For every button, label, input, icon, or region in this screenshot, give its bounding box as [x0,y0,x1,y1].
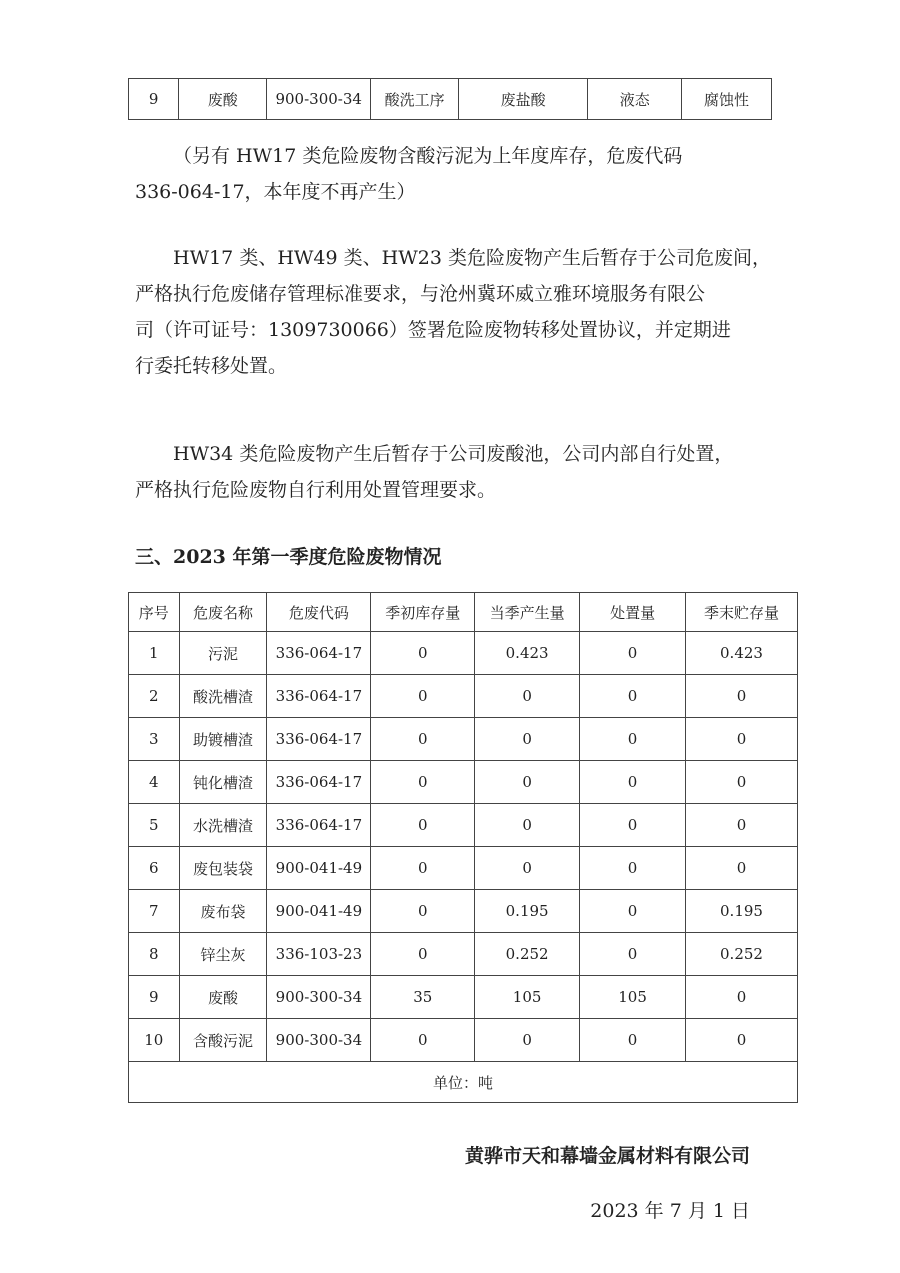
table-cell: 105 [580,976,686,1019]
table-cell: 0 [371,761,475,804]
note-paragraph [135,138,775,210]
table-cell: 0 [475,1019,580,1062]
text-line: 严格执行危废储存管理标准要求，与沧州冀环威立雅环境服务有限公 [135,283,706,305]
unit-note: 单位：吨 [129,1062,798,1103]
table-cell: 0 [475,804,580,847]
storage-paragraph [135,240,775,384]
table-cell: 3 [129,718,180,761]
table-cell: 0 [685,976,797,1019]
table-cell: 900-041-49 [267,890,371,933]
table-cell: 900-041-49 [267,847,371,890]
table-cell: 0 [475,718,580,761]
table-cell: 0 [371,675,475,718]
table-cell: 0 [685,1019,797,1062]
column-header: 序号 [129,593,180,632]
section-heading: 三、2023 年第一季度危险废物情况 [135,546,442,568]
table-cell: 0 [685,675,797,718]
table-cell: 4 [129,761,180,804]
table-cell: 腐蚀性 [682,79,772,120]
table-cell: 废包装袋 [179,847,267,890]
table-cell: 0 [580,675,686,718]
column-header: 季末贮存量 [685,593,797,632]
table-cell: 336-064-17 [267,804,371,847]
table-cell: 0 [580,804,686,847]
table-row [129,675,798,718]
table-cell: 污泥 [179,632,267,675]
table-cell: 336-064-17 [267,718,371,761]
text-line: 司（许可证号：1309730066）签署危险废物转移处置协议，并定期进 [135,319,731,341]
text-line: （另有 HW17 类危险废物含酸污泥为上年度库存，危废代码 [173,145,683,167]
table-cell: 9 [129,79,179,120]
table-header-row [129,593,798,632]
table-cell: 酸洗工序 [371,79,459,120]
table-row [129,976,798,1019]
table-cell: 钝化槽渣 [179,761,267,804]
table-cell: 900-300-34 [267,976,371,1019]
table-cell: 水洗槽渣 [179,804,267,847]
table-cell: 锌尘灰 [179,933,267,976]
company-name: 黄骅市天和幕墙金属材料有限公司 [464,1145,750,1167]
table-cell: 0 [475,847,580,890]
document-date: 2023 年 7 月 1 日 [590,1200,750,1222]
column-header: 危废代码 [267,593,371,632]
waste-type-table-continued [128,78,772,120]
table-row [129,1019,798,1062]
table-cell: 336-064-17 [267,675,371,718]
table-cell: 9 [129,976,180,1019]
text-line: 336-064-17，本年度不再产生） [135,181,416,203]
table-cell: 10 [129,1019,180,1062]
table-cell: 0.423 [475,632,580,675]
table-cell: 助镀槽渣 [179,718,267,761]
table-cell: 1 [129,632,180,675]
table-cell: 35 [371,976,475,1019]
table-cell: 336-103-23 [267,933,371,976]
table-cell: 0 [475,761,580,804]
table-cell: 0 [371,632,475,675]
table-cell: 0.195 [685,890,797,933]
table-cell: 0 [475,675,580,718]
table-cell: 液态 [588,79,682,120]
table-cell: 0.252 [685,933,797,976]
table-cell: 0 [580,761,686,804]
hazardous-waste-quarter-table [128,592,798,1103]
text-line: HW17 类、HW49 类、HW23 类危险废物产生后暂存于公司危废间， [173,247,771,269]
table-row [129,718,798,761]
table-cell: 0 [371,804,475,847]
column-header: 处置量 [580,593,686,632]
table-cell: 0.423 [685,632,797,675]
unit-row [129,1062,798,1103]
table-cell: 105 [475,976,580,1019]
table-cell: 0 [371,1019,475,1062]
table-cell: 900-300-34 [267,79,371,120]
column-header: 危废名称 [179,593,267,632]
table-cell: 2 [129,675,180,718]
table-cell: 废布袋 [179,890,267,933]
table-cell: 0 [371,933,475,976]
table-row [129,933,798,976]
table-cell: 0.252 [475,933,580,976]
table-cell: 8 [129,933,180,976]
table-cell: 0 [685,718,797,761]
column-header: 季初库存量 [371,593,475,632]
table-cell: 含酸污泥 [179,1019,267,1062]
table-cell: 0 [580,632,686,675]
table-cell: 0 [580,890,686,933]
table-cell: 0 [685,847,797,890]
table-row [129,804,798,847]
text-line: 行委托转移处置。 [135,355,288,377]
table-cell: 336-064-17 [267,632,371,675]
table-cell: 0 [580,718,686,761]
table-cell: 0 [580,847,686,890]
table-cell: 酸洗槽渣 [179,675,267,718]
table-row [129,761,798,804]
table-cell: 0 [371,847,475,890]
table-cell: 0 [580,933,686,976]
table-row [129,632,798,675]
table-cell: 900-300-34 [267,1019,371,1062]
table-cell: 5 [129,804,180,847]
table-row [129,847,798,890]
column-header: 当季产生量 [475,593,580,632]
text-line: 严格执行危险废物自行利用处置管理要求。 [135,479,497,501]
table-cell: 废酸 [179,79,267,120]
table-cell: 废盐酸 [459,79,588,120]
table-cell: 0 [685,804,797,847]
self-disposal-paragraph [135,436,775,508]
table-cell: 7 [129,890,180,933]
table-cell: 0 [371,890,475,933]
table-cell: 336-064-17 [267,761,371,804]
table-row [129,890,798,933]
text-line: HW34 类危险废物产生后暂存于公司废酸池，公司内部自行处置， [173,443,734,465]
table-cell: 0 [371,718,475,761]
table-cell: 0 [580,1019,686,1062]
table-cell: 6 [129,847,180,890]
table-cell: 0 [685,761,797,804]
table-row [129,79,772,120]
table-cell: 0.195 [475,890,580,933]
table-cell: 废酸 [179,976,267,1019]
